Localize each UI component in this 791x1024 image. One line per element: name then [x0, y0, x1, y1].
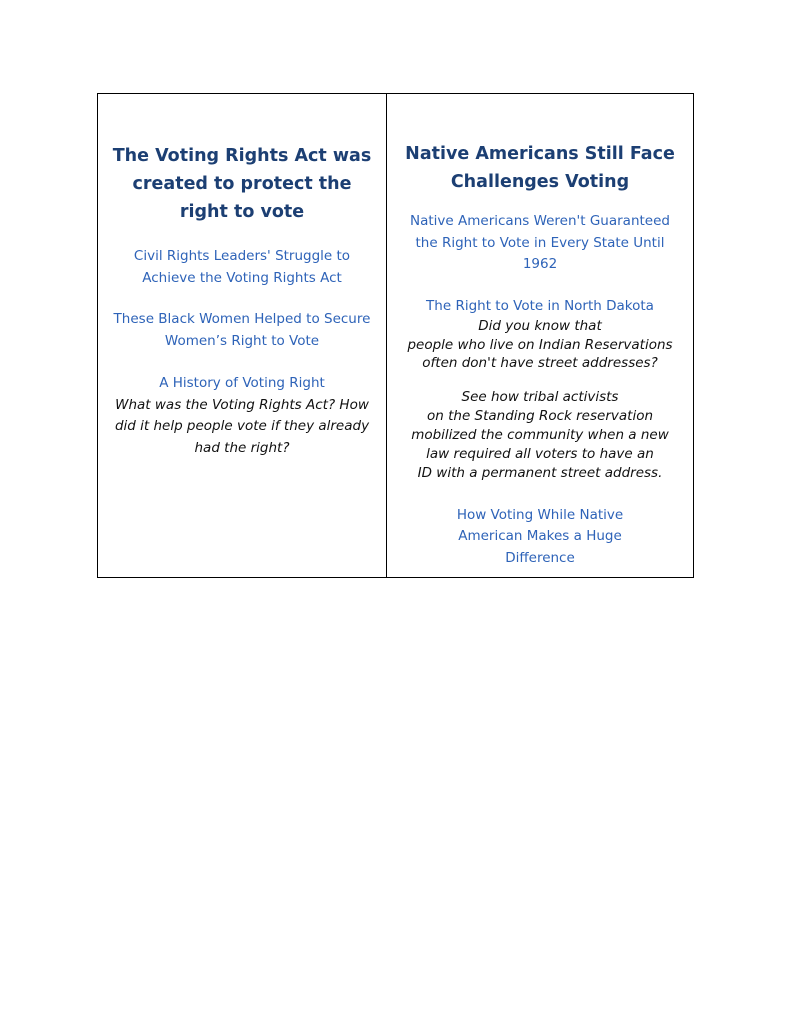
standing-rock-description: See how tribal activists on the Standing Rock reservation mobilized the community when a new law required all voters to have an ID with a permanent street address.: [411, 388, 669, 481]
history-of-voting-right-link[interactable]: A History of Voting Right: [159, 375, 325, 391]
voting-rights-act-description: What was the Voting Rights Act? How did it help people vote if they already had the right?: [114, 396, 370, 456]
north-dakota-right-to-vote-link[interactable]: The Right to Vote in North Dakota: [426, 297, 654, 314]
street-addresses-description: Did you know that people who live on Indian Reservations often don't have street addresses?: [407, 318, 673, 371]
right-column-heading: Native Americans Still Face Challenges Voting: [405, 144, 675, 192]
left-column: [98, 94, 387, 577]
black-women-right-to-vote-link[interactable]: These Black Women Helped to Secure Women’s Right to Vote: [113, 311, 371, 349]
left-column-heading: The Voting Rights Act was created to protect the right to vote: [112, 146, 372, 222]
civil-rights-leaders-link[interactable]: Civil Rights Leaders' Struggle to Achieve the Voting Rights Act: [133, 248, 351, 286]
native-americans-1962-link[interactable]: Native Americans Weren't Guaranteed the Right to Vote in Every State Until 1962: [410, 213, 670, 272]
right-column: [387, 94, 693, 577]
resource-table: [97, 93, 694, 578]
voting-native-american-link[interactable]: How Voting While Native American Makes a Huge Difference: [456, 506, 624, 566]
